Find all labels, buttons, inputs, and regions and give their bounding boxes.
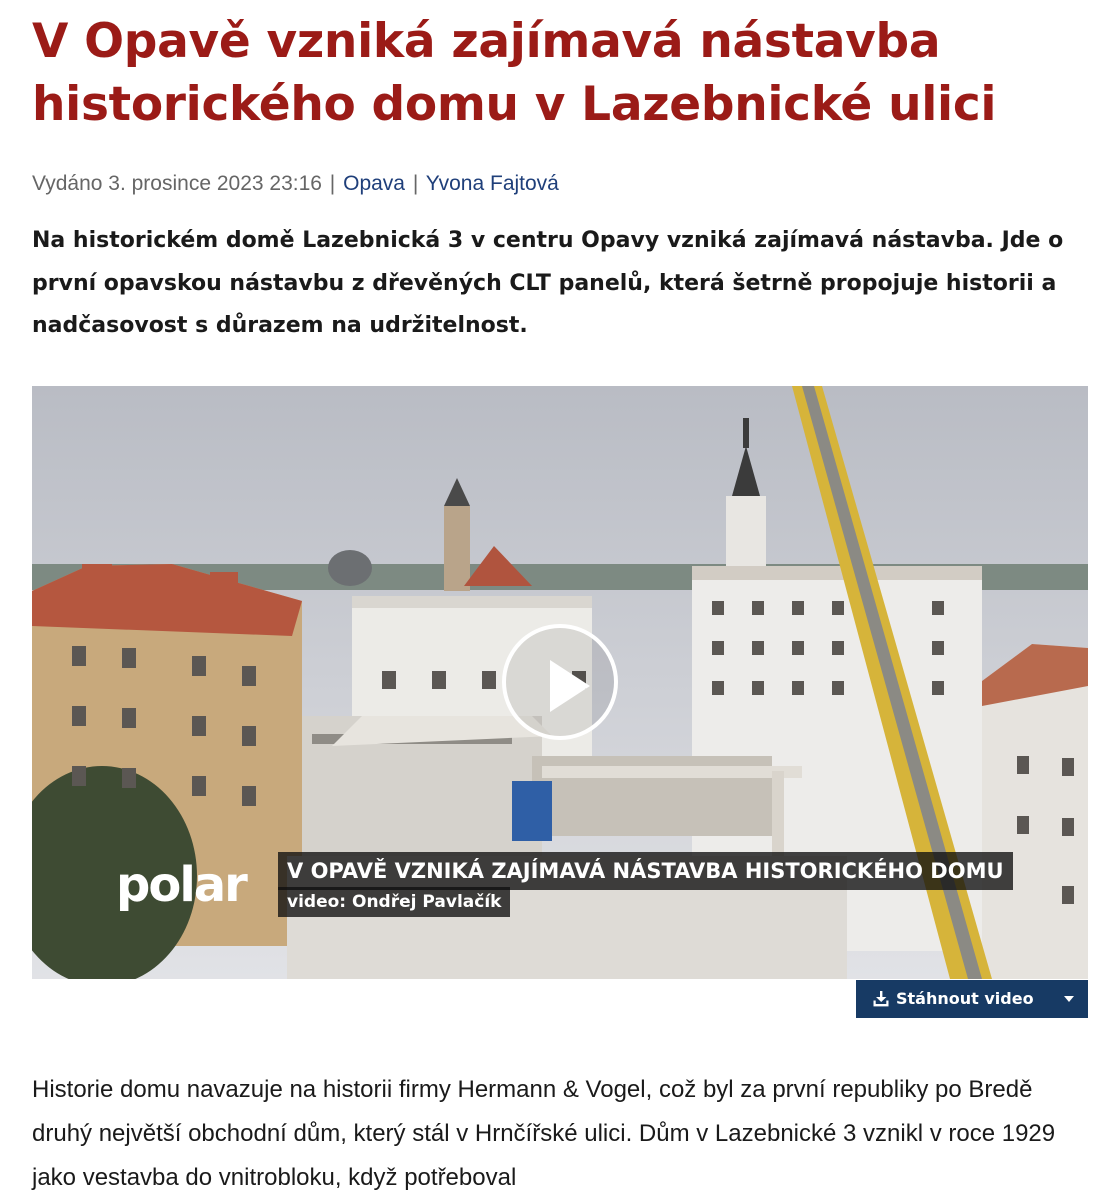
video-caption-title: V OPAVĚ VZNIKÁ ZAJÍMAVÁ NÁSTAVBA HISTORICKÉHO DOMU xyxy=(278,852,1013,890)
article-body-paragraph: Historie domu navazuje na historii firmy Hermann & Vogel, což byl za první republiky po Bredě druhý největší obchodní dům, který stál v Hrnčířské ulici. Dům v Lazebnické 3 vznikl v roce 1929 jako vestavba do vnitrobloku, když potřeboval xyxy=(32,1076,1056,1191)
download-icon xyxy=(872,990,890,1008)
video-player[interactable] xyxy=(32,386,1088,979)
video-caption-credit: video: Ondřej Pavlačík xyxy=(278,887,510,917)
article-title: V Opavě vzniká zajímavá nástavba historického domu v Lazebnické ulici xyxy=(32,14,997,132)
publish-date: Vydáno 3. prosince 2023 23:16 xyxy=(32,172,322,195)
meta-separator: | xyxy=(412,172,419,195)
download-video-button[interactable] xyxy=(856,980,1088,1018)
meta-separator: | xyxy=(329,172,336,195)
polar-logo: polar xyxy=(116,857,246,913)
chevron-down-icon[interactable] xyxy=(1064,996,1074,1002)
article-perex: Na historickém domě Lazebnická 3 v centru Opavy vzniká zajímavá nástavba. Jde o první opavskou nástavbu z dřevěných CLT panelů, která šetrně propojuje historii a nadčasovost s důrazem na udržitelnost. xyxy=(32,228,1064,338)
city-link[interactable]: Opava xyxy=(343,172,405,195)
author-link[interactable]: Yvona Fajtová xyxy=(425,172,559,195)
play-icon xyxy=(550,660,590,712)
play-button[interactable] xyxy=(502,624,618,740)
download-label: Stáhnout video xyxy=(896,989,1034,1008)
article-meta xyxy=(32,171,559,197)
